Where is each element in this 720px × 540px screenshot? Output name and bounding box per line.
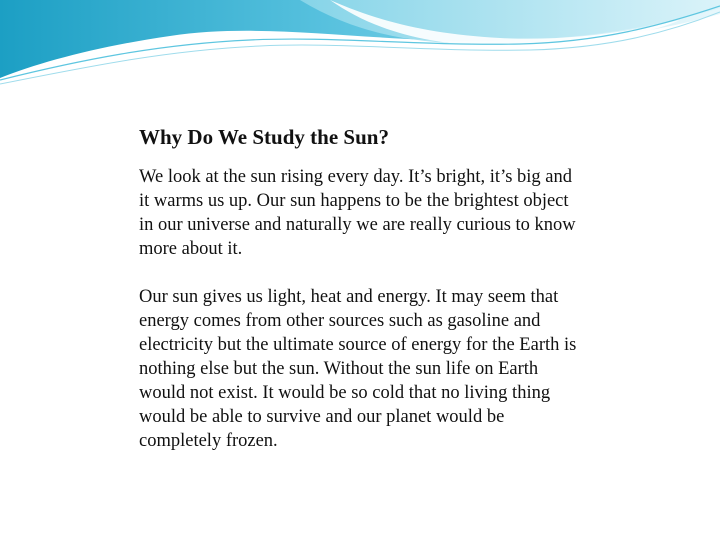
paragraph-1: We look at the sun rising every day. It’s bright, it’s big and it warms us up. Our sun happens to be the brightest object in our universe and naturally we are really curious to know more about it. xyxy=(139,167,576,259)
slide-content xyxy=(139,123,579,477)
header-wave-decoration xyxy=(0,0,720,90)
slide-title: Why Do We Study the Sun? xyxy=(139,125,389,149)
paragraph-2: Our sun gives us light, heat and energy. It may seem that energy comes from other sources such as gasoline and electricity but the ultimate source of energy for the Earth is nothing else but the sun. Without the sun life on Earth would not exist. It would be so cold that no living thing would be able to survive and our planet would be completely frozen. xyxy=(139,287,577,451)
